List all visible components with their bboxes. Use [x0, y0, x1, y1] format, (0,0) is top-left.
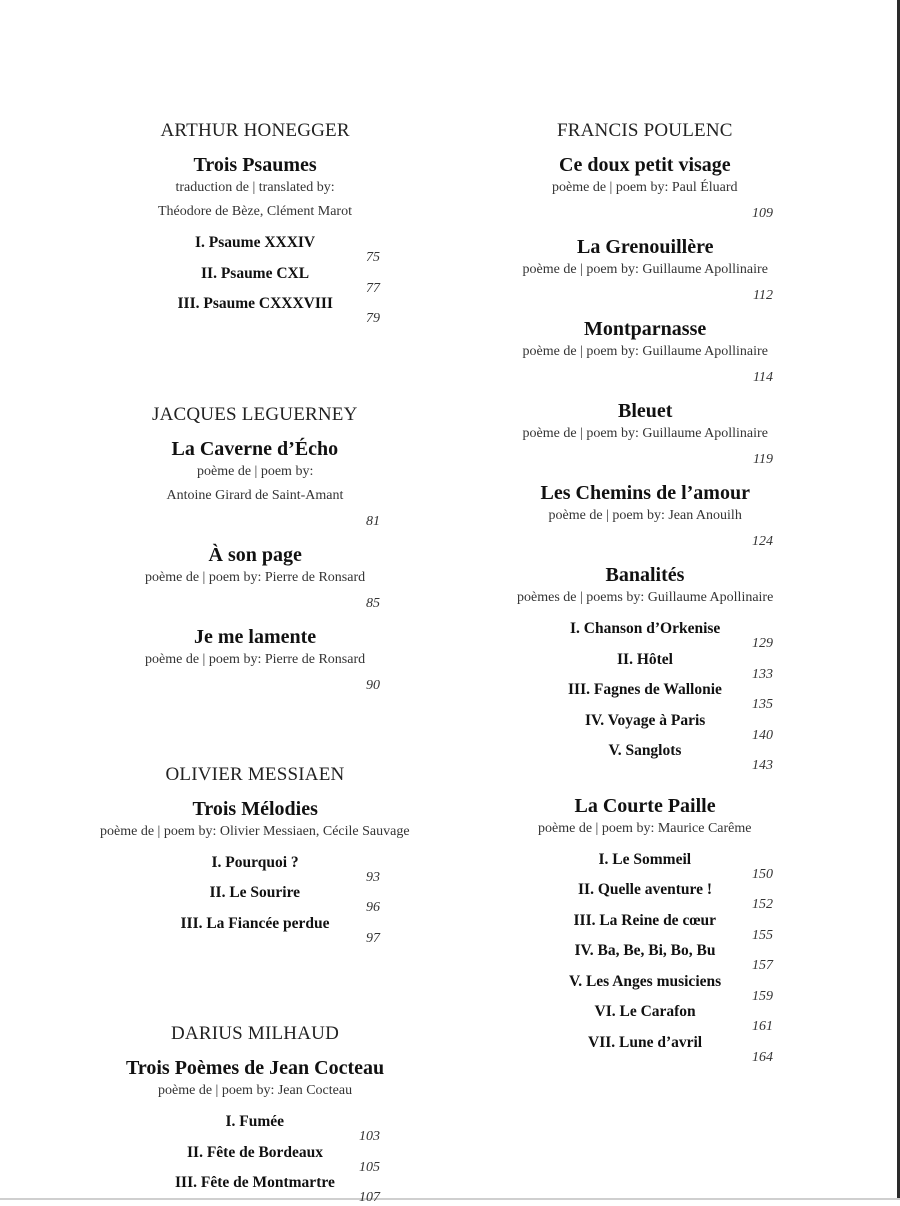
page-number: 133 [752, 666, 773, 682]
movement-title: II. Psaume CXL [201, 264, 310, 282]
page-number: 96 [366, 900, 380, 915]
page-number: 124 [752, 534, 773, 549]
page-number: 77 [366, 280, 380, 296]
page-number: 150 [752, 866, 773, 882]
movement-title: I. Le Sommeil [598, 850, 692, 868]
work-title: Trois Poèmes de Jean Cocteau [126, 1057, 385, 1079]
page-number: 97 [366, 930, 380, 946]
work-title: Montparnasse [584, 318, 707, 340]
page-number: 129 [752, 636, 773, 651]
page-number: 105 [359, 1159, 380, 1175]
poem-credit: poème de | poem by: Jean Anouilh [548, 508, 742, 523]
work-title: Trois Psaumes [193, 154, 317, 176]
movement-title: V. Les Anges musiciens [569, 972, 722, 990]
poem-credit: poème de | poem by: Guillaume Apollinaire [522, 344, 768, 359]
poem-credit: poèmes de | poems by: Guillaume Apollinaire [517, 590, 774, 605]
page-number: 75 [366, 250, 380, 265]
movement-title: IV. Voyage à Paris [585, 711, 706, 729]
poem-credit: poème de | poem by: Pierre de Ronsard [145, 651, 366, 667]
movement-title: III. Fête de Montmartre [175, 1174, 335, 1191]
work-title: La Courte Paille [574, 794, 716, 817]
movement-title: IV. Ba, Be, Bi, Bo, Bu [574, 942, 716, 959]
movement-title: III. La Fiancée perdue [180, 914, 330, 932]
page-number: 114 [753, 370, 773, 385]
movement-title: I. Psaume XXXIV [195, 234, 316, 251]
movement-title: III. La Reine de cœur [573, 911, 717, 929]
page-number: 109 [752, 206, 773, 221]
movement-title: I. Fumée [225, 1113, 285, 1130]
page-number: 159 [752, 988, 773, 1004]
work-title: Je me lamente [194, 625, 317, 648]
page-number: 135 [752, 697, 773, 712]
movement-title: VII. Lune d’avril [588, 1033, 703, 1051]
movement-title: II. Fête de Bordeaux [187, 1143, 324, 1161]
poem-credit: poème de | poem by: Guillaume Apollinaire [522, 262, 768, 277]
work-title: Ce doux petit visage [559, 154, 731, 176]
movement-title: II. Hôtel [617, 650, 673, 668]
movement-title: I. Pourquoi ? [211, 853, 299, 871]
work-title: Bleuet [618, 400, 673, 422]
page-number: 157 [752, 958, 773, 973]
page-number: 143 [752, 758, 773, 773]
composer-name: ARTHUR HONEGGER [160, 120, 350, 141]
page-number: 107 [359, 1190, 380, 1205]
poem-credit: poème de | poem by: [197, 463, 314, 479]
movement-title: II. Le Sourire [209, 884, 301, 901]
page-number: 119 [753, 452, 773, 467]
poem-credit: poème de | poem by: Maurice Carême [538, 820, 752, 836]
movement-title: VI. Le Carafon [594, 1003, 696, 1020]
page-number: 81 [366, 513, 380, 529]
work-title: Trois Mélodies [192, 797, 318, 820]
poem-credit: poème de | poem by: Olivier Messiaen, Cécile Sauvage [100, 823, 410, 839]
page-number: 112 [753, 288, 773, 303]
poem-credit: poème de | poem by: Jean Cocteau [158, 1083, 353, 1098]
page-number: 90 [366, 677, 380, 693]
movement-title: II. Quelle aventure ! [578, 881, 713, 898]
composer-name: DARIUS MILHAUD [171, 1023, 339, 1044]
page-number: 85 [366, 595, 380, 611]
composer-name: OLIVIER MESSIAEN [165, 763, 345, 785]
work-title: À son page [208, 543, 302, 566]
work-title: Banalités [605, 564, 685, 586]
poem-credit: poème de | poem by: Guillaume Apollinaire [522, 426, 768, 441]
page-number: 79 [366, 311, 380, 326]
page-number: 152 [752, 897, 773, 912]
poem-credit: traduction de | translated by: [175, 180, 335, 195]
poem-credit: Théodore de Bèze, Clément Marot [158, 204, 352, 219]
movement-title: III. Psaume CXXXVIII [177, 295, 333, 312]
composer-name: JACQUES LEGUERNEY [152, 403, 358, 425]
page-number: 103 [359, 1129, 380, 1144]
composer-name: FRANCIS POULENC [557, 120, 733, 141]
movement-title: III. Fagnes de Wallonie [568, 681, 722, 698]
page-number: 140 [752, 727, 773, 743]
page-number: 161 [752, 1019, 773, 1034]
work-title: La Grenouillère [577, 236, 714, 258]
work-title: La Caverne d’Écho [171, 437, 339, 460]
poem-credit: Antoine Girard de Saint-Amant [166, 487, 344, 503]
work-title: Les Chemins de l’amour [540, 482, 750, 504]
page-number: 164 [752, 1049, 773, 1065]
movement-title: I. Chanson d’Orkenise [570, 620, 721, 637]
page-number: 93 [366, 869, 380, 885]
poem-credit: poème de | poem by: Paul Éluard [552, 180, 738, 195]
movement-title: V. Sanglots [608, 742, 682, 759]
poem-credit: poème de | poem by: Pierre de Ronsard [145, 569, 366, 585]
page-number: 155 [752, 927, 773, 943]
